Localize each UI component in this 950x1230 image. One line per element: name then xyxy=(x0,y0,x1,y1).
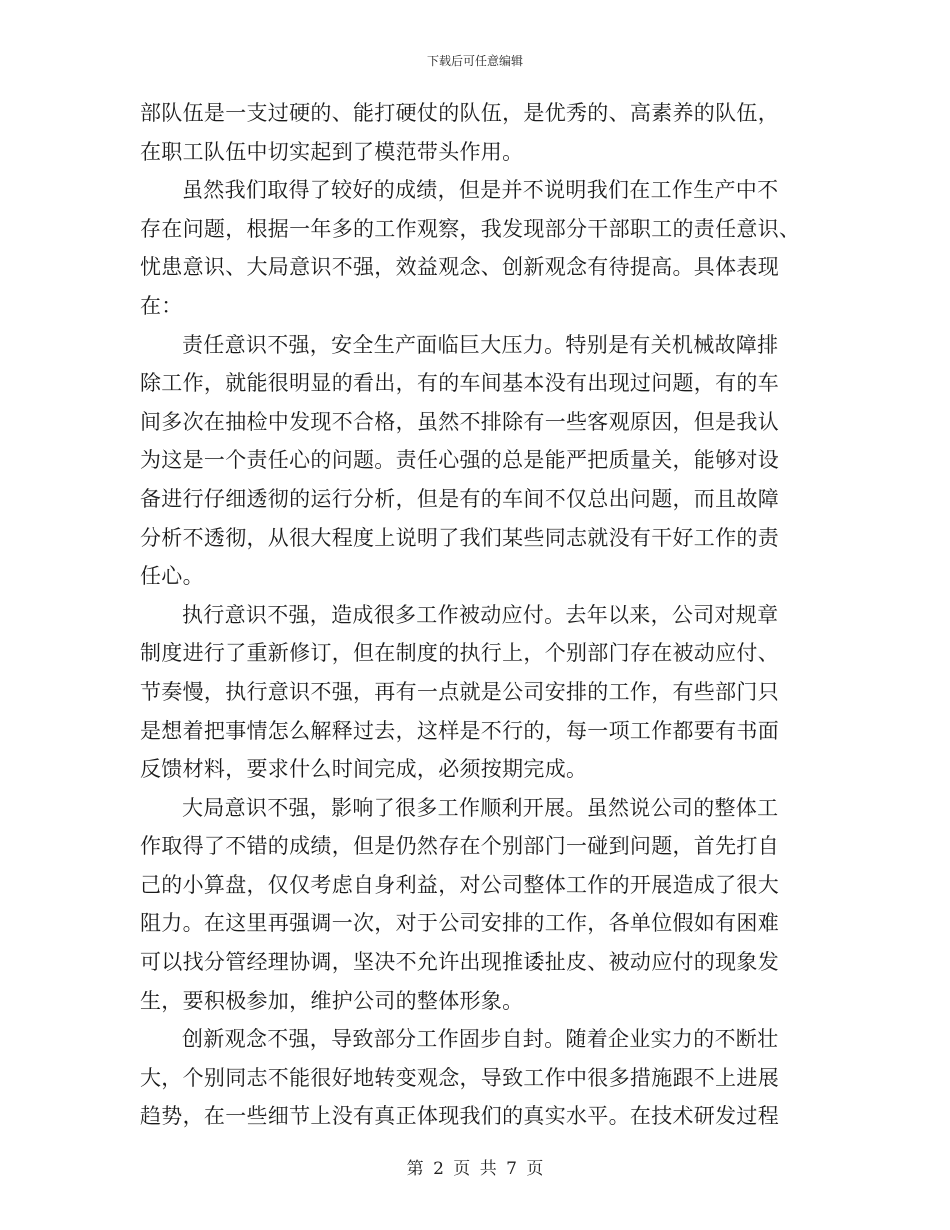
text-line: 存在问题，根据一年多的工作观察，我发现部分干部职工的责任意识、 xyxy=(140,216,801,241)
text-line: 是想着把事情怎么解释过去，这样是不行的，每一项工作都要有书面 xyxy=(140,718,779,743)
page-number: 第 2 页 共 7 页 xyxy=(406,1159,544,1179)
text-line: 在职工队伍中切实起到了模范带头作用。 xyxy=(140,139,524,164)
text-line: 可以找分管经理协调，坚决不允许出现推诿扯皮、被动应付的现象发 xyxy=(140,950,779,975)
text-line: 大局意识不强，影响了很多工作顺利开展。虽然说公司的整体工 xyxy=(182,795,779,820)
text-line: 责任意识不强，安全生产面临巨大压力。特别是有关机械故障排 xyxy=(182,332,779,357)
text-line: 忧患意识、大局意识不强，效益观念、创新观念有待提高。具体表现 xyxy=(140,255,779,280)
text-line: 备进行仔细透彻的运行分析，但是有的车间不仅总出问题，而且故障 xyxy=(140,486,779,511)
text-line: 创新观念不强，导致部分工作固步自封。随着企业实力的不断壮 xyxy=(182,1027,779,1052)
text-line: 作取得了不错的成绩，但是仍然存在个别部门一碰到问题，首先打自 xyxy=(140,834,779,859)
text-line: 为这是一个责任心的问题。责任心强的总是能严把质量关，能够对设 xyxy=(140,448,779,473)
text-line: 趋势，在一些细节上没有真正体现我们的真实水平。在技术研发过程 xyxy=(140,1104,779,1129)
text-line: 节奏慢，执行意识不强，再有一点就是公司安排的工作，有些部门只 xyxy=(140,679,779,704)
text-line: 阻力。在这里再强调一次，对于公司安排的工作，各单位假如有困难 xyxy=(140,911,779,936)
text-line: 制度进行了重新修订，但在制度的执行上，个别部门存在被动应付、 xyxy=(140,641,779,666)
text-line: 反馈材料，要求什么时间完成，必须按期完成。 xyxy=(140,757,588,782)
document-body xyxy=(140,94,812,1136)
text-line: 己的小算盘，仅仅考虑自身利益，对公司整体工作的开展造成了很大 xyxy=(140,872,779,897)
text-line: 虽然我们取得了较好的成绩，但是并不说明我们在工作生产中不 xyxy=(182,178,779,203)
text-line: 大，个别同志不能很好地转变观念，导致工作中很多措施跟不上进展 xyxy=(140,1065,779,1090)
text-line: 间多次在抽检中发现不合格，虽然不排除有一些客观原因，但是我认 xyxy=(140,409,779,434)
text-line: 任心。 xyxy=(140,564,204,589)
text-line: 执行意识不强，造成很多工作被动应付。去年以来，公司对规章 xyxy=(182,602,779,627)
page-header: 下载后可任意编辑 xyxy=(426,54,523,68)
text-line: 生，要积极参加，维护公司的整体形象。 xyxy=(140,988,524,1013)
text-line: 除工作，就能很明显的看出，有的车间基本没有出现过问题，有的车 xyxy=(140,371,779,396)
text-line: 分析不透彻，从很大程度上说明了我们某些同志就没有干好工作的责 xyxy=(140,525,779,550)
text-line: 部队伍是一支过硬的、能打硬仗的队伍，是优秀的、高素养的队伍， xyxy=(140,101,779,125)
text-line: 在： xyxy=(140,293,183,318)
